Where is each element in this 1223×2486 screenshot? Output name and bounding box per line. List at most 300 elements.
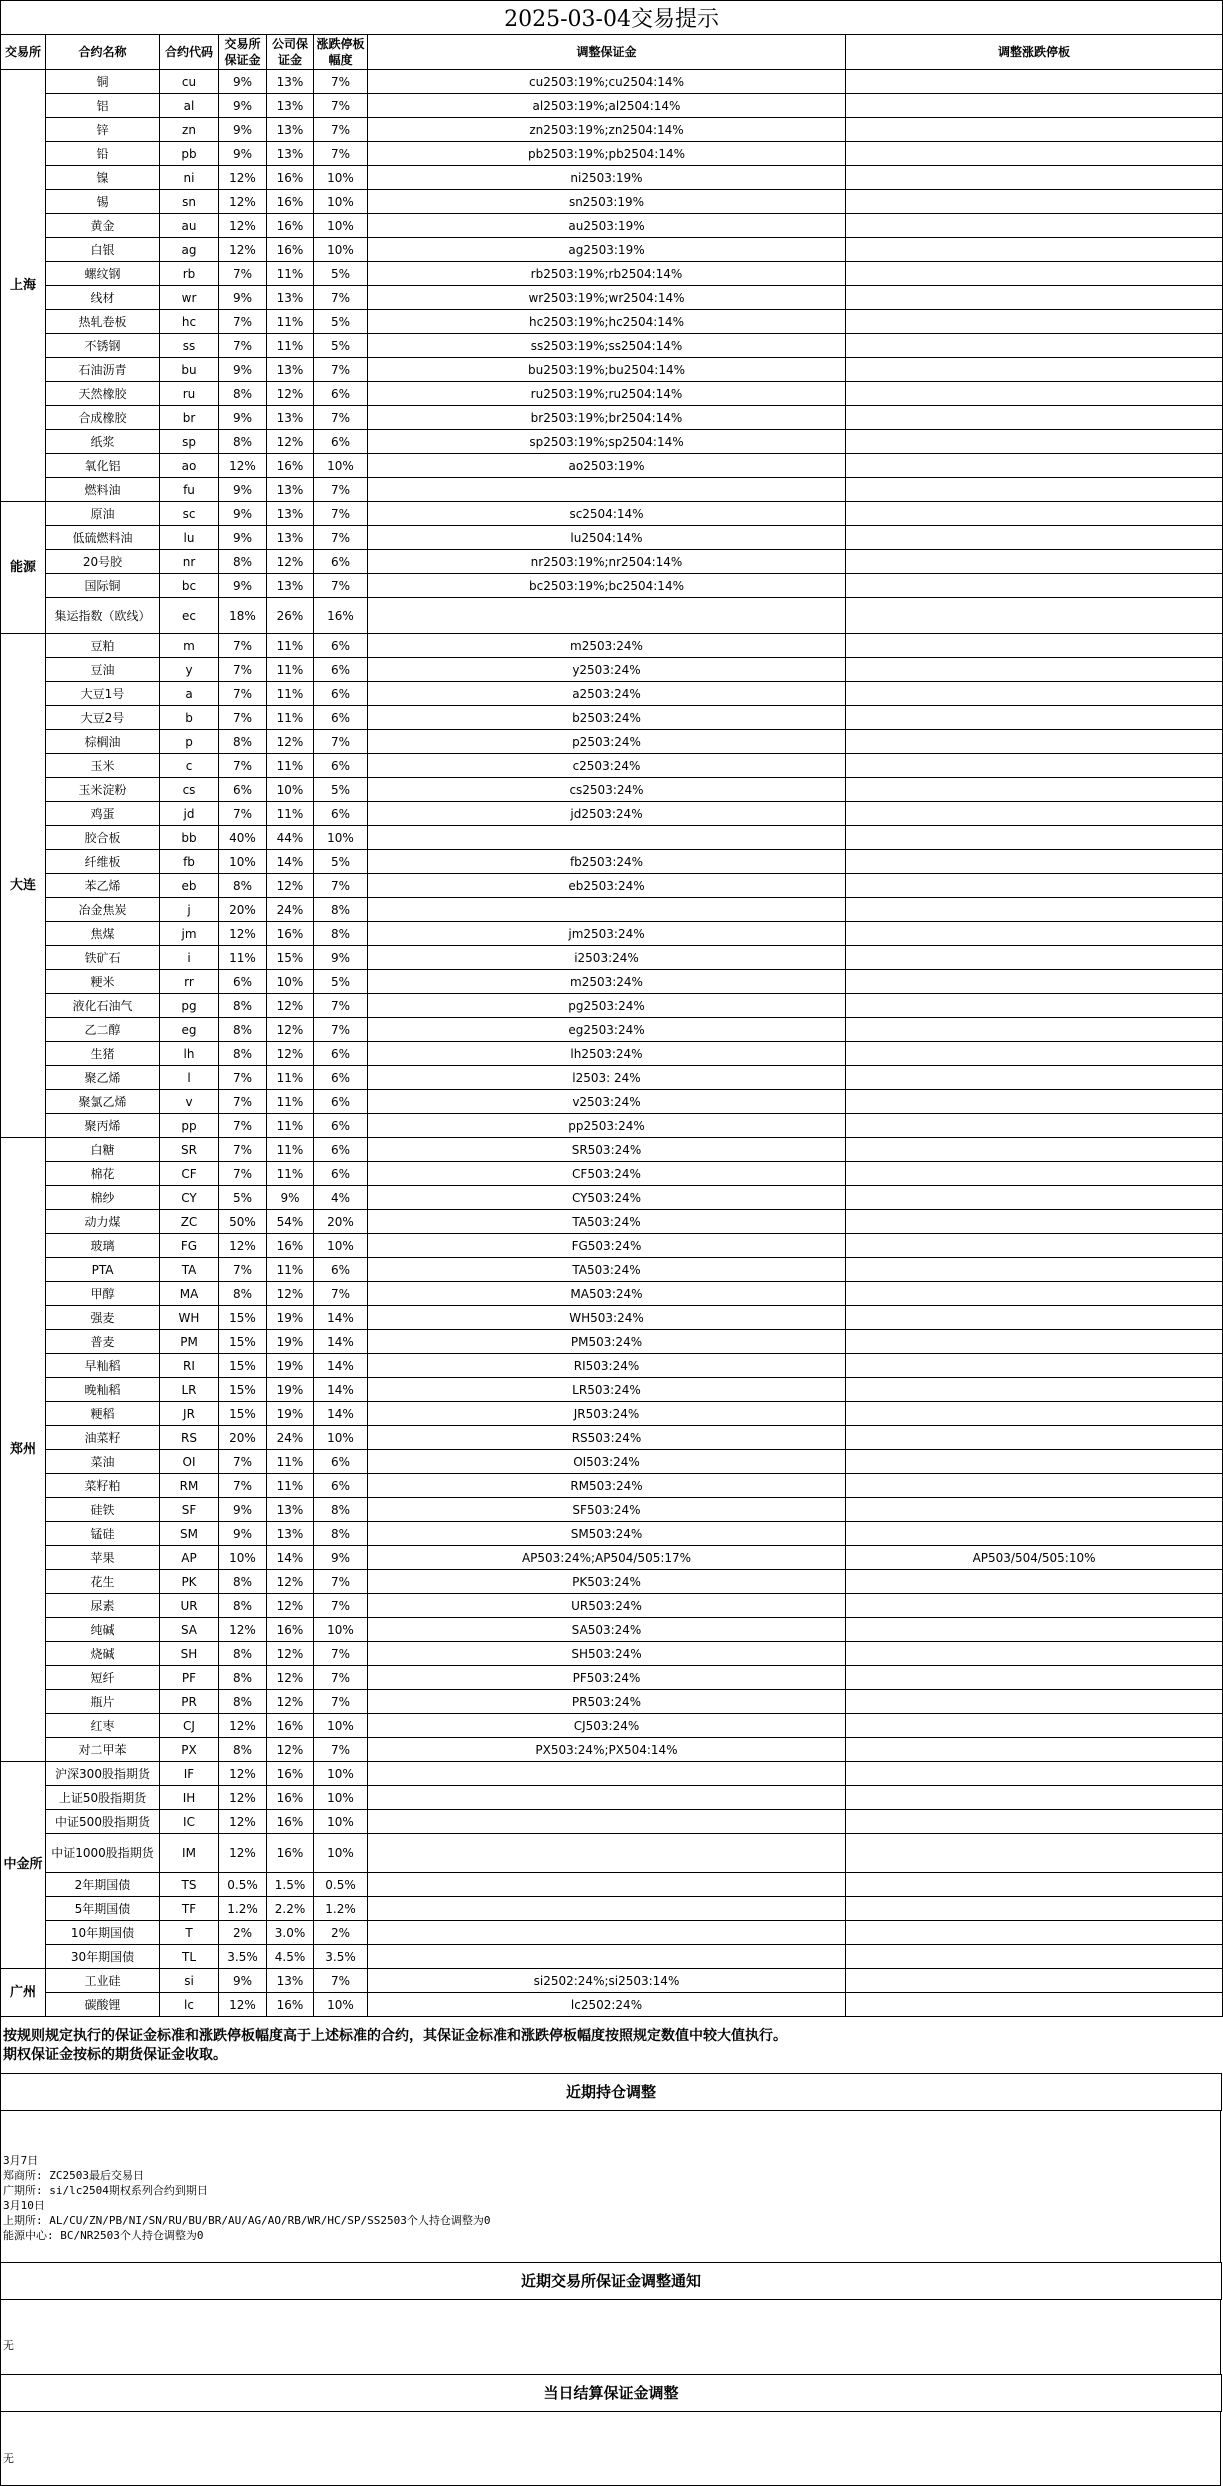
contract-code-cell: CJ <box>160 1714 219 1738</box>
price-limit-cell: 7% <box>314 730 368 754</box>
contract-name-cell: 普麦 <box>46 1330 160 1354</box>
contract-code-cell: zn <box>160 118 219 142</box>
contract-name-cell: 短纤 <box>46 1666 160 1690</box>
exchange-margin-cell: 8% <box>219 994 267 1018</box>
adjusted-margin-cell: lc2502:24% <box>368 1993 846 2017</box>
price-limit-cell: 10% <box>314 1426 368 1450</box>
price-limit-cell: 10% <box>314 166 368 190</box>
contract-name-cell: 白银 <box>46 238 160 262</box>
exchange-margin-cell: 12% <box>219 238 267 262</box>
adjusted-margin-cell: nr2503:19%;nr2504:14% <box>368 550 846 574</box>
contract-name-cell: 鸡蛋 <box>46 802 160 826</box>
table-row <box>1 598 1223 634</box>
price-limit-cell: 7% <box>314 874 368 898</box>
adjusted-limit-cell <box>846 1210 1223 1234</box>
adjusted-margin-cell <box>368 1897 846 1921</box>
price-limit-cell: 5% <box>314 310 368 334</box>
adjusted-margin-cell: sn2503:19% <box>368 190 846 214</box>
company-margin-cell: 13% <box>267 1498 314 1522</box>
contract-name-cell: 聚丙烯 <box>46 1114 160 1138</box>
margin-notice-body <box>0 2300 1221 2374</box>
adjusted-margin-cell: b2503:24% <box>368 706 846 730</box>
note-line: 按规则规定执行的保证金标准和涨跌停板幅度高于上述标准的合约，其保证金标准和涨跌停板幅度按照规定数值中较大值执行。 <box>3 2028 787 2044</box>
adjusted-margin-cell: y2503:24% <box>368 658 846 682</box>
adjusted-limit-cell <box>846 1834 1223 1873</box>
price-limit-cell: 5% <box>314 334 368 358</box>
adjusted-margin-cell: ao2503:19% <box>368 454 846 478</box>
adjusted-margin-cell: eg2503:24% <box>368 1018 846 1042</box>
company-margin-cell: 11% <box>267 1162 314 1186</box>
contract-code-cell: CF <box>160 1162 219 1186</box>
adjusted-margin-cell: FG503:24% <box>368 1234 846 1258</box>
table-row <box>1 1042 1223 1066</box>
adjusted-limit-cell <box>846 1258 1223 1282</box>
company-margin-cell: 19% <box>267 1306 314 1330</box>
table-row <box>1 634 1223 658</box>
contract-code-cell: sp <box>160 430 219 454</box>
company-margin-cell: 13% <box>267 118 314 142</box>
company-margin-cell: 13% <box>267 286 314 310</box>
price-limit-cell: 7% <box>314 1594 368 1618</box>
exchange-cell: 广州 <box>1 1969 46 2017</box>
company-margin-cell: 16% <box>267 214 314 238</box>
contract-name-cell: 低硫燃料油 <box>46 526 160 550</box>
contract-code-cell: PR <box>160 1690 219 1714</box>
exchange-margin-cell: 20% <box>219 898 267 922</box>
contract-code-cell: cs <box>160 778 219 802</box>
adjusted-margin-cell: TA503:24% <box>368 1210 846 1234</box>
contract-code-cell: WH <box>160 1306 219 1330</box>
contract-code-cell: br <box>160 406 219 430</box>
company-margin-cell: 14% <box>267 1546 314 1570</box>
adjusted-limit-cell <box>846 1945 1223 1969</box>
company-margin-cell: 16% <box>267 1234 314 1258</box>
contract-name-cell: 白糖 <box>46 1138 160 1162</box>
adjusted-margin-cell: pp2503:24% <box>368 1114 846 1138</box>
exchange-margin-cell: 7% <box>219 706 267 730</box>
adjusted-margin-cell: hc2503:19%;hc2504:14% <box>368 310 846 334</box>
company-margin-cell: 11% <box>267 1474 314 1498</box>
adjusted-limit-cell <box>846 994 1223 1018</box>
table-row <box>1 1594 1223 1618</box>
adjusted-limit-cell <box>846 1762 1223 1786</box>
settle-adjust-text: 无 <box>3 2452 14 2465</box>
table-row <box>1 850 1223 874</box>
price-limit-cell: 14% <box>314 1378 368 1402</box>
contract-code-cell: TL <box>160 1945 219 1969</box>
position-adjust-body <box>0 2111 1221 2262</box>
price-limit-cell: 6% <box>314 1090 368 1114</box>
contract-code-cell: bu <box>160 358 219 382</box>
price-limit-cell: 5% <box>314 970 368 994</box>
contract-name-cell: 沪深300股指期货 <box>46 1762 160 1786</box>
contract-code-cell: c <box>160 754 219 778</box>
contract-name-cell: 碳酸锂 <box>46 1993 160 2017</box>
contract-code-cell: ni <box>160 166 219 190</box>
contract-name-cell: 冶金焦炭 <box>46 898 160 922</box>
price-limit-cell: 6% <box>314 1114 368 1138</box>
adjusted-margin-cell: PX503:24%;PX504:14% <box>368 1738 846 1762</box>
adjusted-margin-cell: CF503:24% <box>368 1162 846 1186</box>
company-margin-cell: 10% <box>267 778 314 802</box>
table-row <box>1 1090 1223 1114</box>
adjusted-limit-cell <box>846 1162 1223 1186</box>
contract-code-cell: rb <box>160 262 219 286</box>
adjusted-limit-cell <box>846 598 1223 634</box>
table-row <box>1 1570 1223 1594</box>
exchange-margin-cell: 9% <box>219 118 267 142</box>
table-row <box>1 1426 1223 1450</box>
exchange-cell: 大连 <box>1 634 46 1138</box>
contract-code-cell: ZC <box>160 1210 219 1234</box>
exchange-margin-cell: 7% <box>219 754 267 778</box>
company-margin-cell: 12% <box>267 1690 314 1714</box>
company-margin-cell: 12% <box>267 730 314 754</box>
contract-name-cell: 液化石油气 <box>46 994 160 1018</box>
price-limit-cell: 6% <box>314 550 368 574</box>
table-row <box>1 922 1223 946</box>
exchange-cell: 中金所 <box>1 1762 46 1969</box>
table-row <box>1 94 1223 118</box>
adjusted-limit-cell <box>846 1786 1223 1810</box>
adjusted-margin-cell: CY503:24% <box>368 1186 846 1210</box>
exchange-margin-cell: 7% <box>219 634 267 658</box>
contract-code-cell: RM <box>160 1474 219 1498</box>
company-margin-cell: 16% <box>267 1762 314 1786</box>
exchange-margin-cell: 8% <box>219 730 267 754</box>
price-limit-cell: 6% <box>314 754 368 778</box>
exchange-margin-cell: 9% <box>219 286 267 310</box>
adjusted-margin-cell: au2503:19% <box>368 214 846 238</box>
price-limit-cell: 7% <box>314 142 368 166</box>
exchange-margin-cell: 12% <box>219 922 267 946</box>
price-limit-cell: 6% <box>314 1042 368 1066</box>
table-row <box>1 478 1223 502</box>
contract-code-cell: sn <box>160 190 219 214</box>
company-margin-cell: 19% <box>267 1330 314 1354</box>
price-limit-cell: 0.5% <box>314 1873 368 1897</box>
contract-code-cell: ag <box>160 238 219 262</box>
contract-name-cell: 10年期国债 <box>46 1921 160 1945</box>
price-limit-cell: 10% <box>314 1618 368 1642</box>
contract-name-cell: 豆粕 <box>46 634 160 658</box>
price-limit-cell: 7% <box>314 574 368 598</box>
contract-code-cell: ru <box>160 382 219 406</box>
adjusted-limit-cell <box>846 946 1223 970</box>
contract-code-cell: pg <box>160 994 219 1018</box>
exchange-margin-cell: 15% <box>219 1330 267 1354</box>
table-row <box>1 1018 1223 1042</box>
table-row <box>1 1330 1223 1354</box>
price-limit-cell: 7% <box>314 118 368 142</box>
adjusted-limit-cell <box>846 1450 1223 1474</box>
settle-adjust-body <box>0 2412 1221 2486</box>
contract-code-cell: PK <box>160 1570 219 1594</box>
contract-code-cell: rr <box>160 970 219 994</box>
adjusted-limit-cell <box>846 382 1223 406</box>
adjusted-margin-cell <box>368 1834 846 1873</box>
company-margin-cell: 13% <box>267 94 314 118</box>
adjusted-margin-cell: pg2503:24% <box>368 994 846 1018</box>
table-row <box>1 502 1223 526</box>
adjusted-limit-cell <box>846 682 1223 706</box>
adjusted-limit-cell <box>846 1474 1223 1498</box>
company-margin-cell: 12% <box>267 550 314 574</box>
price-limit-cell: 10% <box>314 1786 368 1810</box>
exchange-cell: 能源 <box>1 502 46 634</box>
adjusted-margin-cell: eb2503:24% <box>368 874 846 898</box>
contract-name-cell: 棕榈油 <box>46 730 160 754</box>
exchange-margin-cell: 12% <box>219 1786 267 1810</box>
adjusted-limit-cell <box>846 1042 1223 1066</box>
exchange-margin-cell: 7% <box>219 802 267 826</box>
adjusted-limit-cell <box>846 850 1223 874</box>
exchange-margin-cell: 11% <box>219 946 267 970</box>
col-header-adjusted-limit: 调整涨跌停板 <box>846 35 1223 70</box>
contract-code-cell: p <box>160 730 219 754</box>
contract-code-cell: y <box>160 658 219 682</box>
contract-code-cell: PX <box>160 1738 219 1762</box>
table-row <box>1 1186 1223 1210</box>
exchange-margin-cell: 5% <box>219 1186 267 1210</box>
company-margin-cell: 12% <box>267 1666 314 1690</box>
price-limit-cell: 7% <box>314 1570 368 1594</box>
price-limit-cell: 7% <box>314 1969 368 1993</box>
exchange-margin-cell: 10% <box>219 850 267 874</box>
company-margin-cell: 16% <box>267 1714 314 1738</box>
table-row <box>1 1138 1223 1162</box>
price-limit-cell: 20% <box>314 1210 368 1234</box>
adjusted-margin-cell: l2503: 24% <box>368 1066 846 1090</box>
contract-name-cell: 动力煤 <box>46 1210 160 1234</box>
price-limit-cell: 6% <box>314 1450 368 1474</box>
company-margin-cell: 12% <box>267 1282 314 1306</box>
exchange-margin-cell: 9% <box>219 358 267 382</box>
adjusted-limit-cell <box>846 310 1223 334</box>
company-margin-cell: 13% <box>267 1522 314 1546</box>
adjusted-margin-cell: sp2503:19%;sp2504:14% <box>368 430 846 454</box>
contract-name-cell: 焦煤 <box>46 922 160 946</box>
table-row <box>1 430 1223 454</box>
exchange-margin-cell: 7% <box>219 1474 267 1498</box>
company-margin-cell: 11% <box>267 658 314 682</box>
price-limit-cell: 6% <box>314 1138 368 1162</box>
exchange-margin-cell: 50% <box>219 1210 267 1234</box>
contract-name-cell: 国际铜 <box>46 574 160 598</box>
company-margin-cell: 3.0% <box>267 1921 314 1945</box>
exchange-margin-cell: 8% <box>219 1018 267 1042</box>
contract-name-cell: 30年期国债 <box>46 1945 160 1969</box>
adjusted-limit-cell <box>846 574 1223 598</box>
price-limit-cell: 7% <box>314 1738 368 1762</box>
contract-name-cell: 集运指数（欧线） <box>46 598 160 634</box>
adjusted-margin-cell <box>368 898 846 922</box>
contract-code-cell: LR <box>160 1378 219 1402</box>
contract-name-cell: 大豆1号 <box>46 682 160 706</box>
adjusted-margin-cell: jd2503:24% <box>368 802 846 826</box>
adjusted-margin-cell: UR503:24% <box>368 1594 846 1618</box>
contract-name-cell: 铁矿石 <box>46 946 160 970</box>
contract-code-cell: TS <box>160 1873 219 1897</box>
table-row <box>1 1873 1223 1897</box>
exchange-margin-cell: 9% <box>219 526 267 550</box>
table-row <box>1 358 1223 382</box>
exchange-margin-cell: 6% <box>219 970 267 994</box>
contract-name-cell: 花生 <box>46 1570 160 1594</box>
contract-name-cell: 玉米 <box>46 754 160 778</box>
contract-name-cell: 粳稻 <box>46 1402 160 1426</box>
contract-name-cell: 尿素 <box>46 1594 160 1618</box>
price-limit-cell: 7% <box>314 406 368 430</box>
table-row <box>1 874 1223 898</box>
adjusted-limit-cell <box>846 430 1223 454</box>
contract-name-cell: 油菜籽 <box>46 1426 160 1450</box>
company-margin-cell: 11% <box>267 310 314 334</box>
contract-code-cell: hc <box>160 310 219 334</box>
company-margin-cell: 13% <box>267 142 314 166</box>
table-row <box>1 1210 1223 1234</box>
exchange-margin-cell: 2% <box>219 1921 267 1945</box>
price-limit-cell: 6% <box>314 1162 368 1186</box>
price-limit-cell: 16% <box>314 598 368 634</box>
contract-name-cell: 石油沥青 <box>46 358 160 382</box>
table-row <box>1 1714 1223 1738</box>
exchange-margin-cell: 0.5% <box>219 1873 267 1897</box>
price-limit-cell: 10% <box>314 1234 368 1258</box>
contract-code-cell: sc <box>160 502 219 526</box>
adjusted-limit-cell <box>846 190 1223 214</box>
table-row <box>1 682 1223 706</box>
contract-code-cell: PM <box>160 1330 219 1354</box>
contract-name-cell: 纸浆 <box>46 430 160 454</box>
price-limit-cell: 14% <box>314 1354 368 1378</box>
contract-code-cell: j <box>160 898 219 922</box>
company-margin-cell: 16% <box>267 1993 314 2017</box>
table-row <box>1 1234 1223 1258</box>
adjusted-limit-cell <box>846 334 1223 358</box>
contract-code-cell: SF <box>160 1498 219 1522</box>
table-row <box>1 310 1223 334</box>
adjusted-limit-cell <box>846 1066 1223 1090</box>
exchange-margin-cell: 1.2% <box>219 1897 267 1921</box>
table-row <box>1 754 1223 778</box>
table-row <box>1 574 1223 598</box>
adjusted-margin-cell: m2503:24% <box>368 970 846 994</box>
position-adjust-line: 能源中心: BC/NR2503个人持仓调整为0 <box>3 2229 204 2242</box>
adjusted-margin-cell <box>368 478 846 502</box>
exchange-margin-cell: 12% <box>219 190 267 214</box>
price-limit-cell: 6% <box>314 802 368 826</box>
company-margin-cell: 12% <box>267 1642 314 1666</box>
adjusted-margin-cell: TA503:24% <box>368 1258 846 1282</box>
adjusted-limit-cell <box>846 1498 1223 1522</box>
price-limit-cell: 5% <box>314 262 368 286</box>
note-line: 期权保证金按标的期货保证金收取。 <box>3 2047 227 2063</box>
company-margin-cell: 44% <box>267 826 314 850</box>
contract-name-cell: 锌 <box>46 118 160 142</box>
adjusted-limit-cell <box>846 1873 1223 1897</box>
company-margin-cell: 16% <box>267 1618 314 1642</box>
exchange-margin-cell: 8% <box>219 1642 267 1666</box>
contract-name-cell: 粳米 <box>46 970 160 994</box>
exchange-margin-cell: 12% <box>219 1834 267 1873</box>
company-margin-cell: 12% <box>267 874 314 898</box>
table-row <box>1 1282 1223 1306</box>
exchange-margin-cell: 7% <box>219 1450 267 1474</box>
price-limit-cell: 7% <box>314 1690 368 1714</box>
contract-code-cell: FG <box>160 1234 219 1258</box>
exchange-margin-cell: 12% <box>219 214 267 238</box>
contract-name-cell: 对二甲苯 <box>46 1738 160 1762</box>
adjusted-limit-cell <box>846 1426 1223 1450</box>
adjusted-margin-cell: JR503:24% <box>368 1402 846 1426</box>
company-margin-cell: 1.5% <box>267 1873 314 1897</box>
company-margin-cell: 12% <box>267 1018 314 1042</box>
table-row <box>1 1690 1223 1714</box>
table-row <box>1 1786 1223 1810</box>
contract-code-cell: nr <box>160 550 219 574</box>
table-row <box>1 1162 1223 1186</box>
contract-code-cell: bc <box>160 574 219 598</box>
adjusted-margin-cell <box>368 826 846 850</box>
exchange-margin-cell: 40% <box>219 826 267 850</box>
adjusted-limit-cell <box>846 1330 1223 1354</box>
contract-code-cell: bb <box>160 826 219 850</box>
company-margin-cell: 16% <box>267 1810 314 1834</box>
company-margin-cell: 11% <box>267 1090 314 1114</box>
price-limit-cell: 7% <box>314 1018 368 1042</box>
adjusted-margin-cell: p2503:24% <box>368 730 846 754</box>
adjusted-margin-cell: jm2503:24% <box>368 922 846 946</box>
contract-name-cell: 苹果 <box>46 1546 160 1570</box>
adjusted-limit-cell <box>846 262 1223 286</box>
contract-code-cell: pb <box>160 142 219 166</box>
exchange-margin-cell: 20% <box>219 1426 267 1450</box>
exchange-margin-cell: 9% <box>219 94 267 118</box>
header-row <box>1 35 1223 70</box>
table-row <box>1 778 1223 802</box>
contract-code-cell: m <box>160 634 219 658</box>
position-adjust-title: 近期持仓调整 <box>0 2073 1222 2111</box>
price-limit-cell: 10% <box>314 1993 368 2017</box>
table-row <box>1 1738 1223 1762</box>
company-margin-cell: 11% <box>267 802 314 826</box>
adjusted-limit-cell <box>846 1354 1223 1378</box>
adjusted-limit-cell <box>846 1618 1223 1642</box>
exchange-margin-cell: 9% <box>219 478 267 502</box>
contract-name-cell: 甲醇 <box>46 1282 160 1306</box>
price-limit-cell: 7% <box>314 478 368 502</box>
table-row <box>1 1921 1223 1945</box>
exchange-margin-cell: 7% <box>219 334 267 358</box>
adjusted-margin-cell: RS503:24% <box>368 1426 846 1450</box>
price-limit-cell: 7% <box>314 1666 368 1690</box>
exchange-margin-cell: 8% <box>219 382 267 406</box>
contract-name-cell: 锡 <box>46 190 160 214</box>
exchange-margin-cell: 8% <box>219 550 267 574</box>
table-row <box>1 1474 1223 1498</box>
price-limit-cell: 14% <box>314 1402 368 1426</box>
position-adjust-line: 广期所: si/lc2504期权系列合约到期日 <box>3 2184 208 2197</box>
table-row <box>1 1306 1223 1330</box>
contract-code-cell: UR <box>160 1594 219 1618</box>
adjusted-margin-cell: AP503:24%;AP504/505:17% <box>368 1546 846 1570</box>
exchange-margin-cell: 7% <box>219 1162 267 1186</box>
contract-name-cell: 胶合板 <box>46 826 160 850</box>
contract-code-cell: TF <box>160 1897 219 1921</box>
contract-code-cell: fu <box>160 478 219 502</box>
exchange-margin-cell: 9% <box>219 406 267 430</box>
